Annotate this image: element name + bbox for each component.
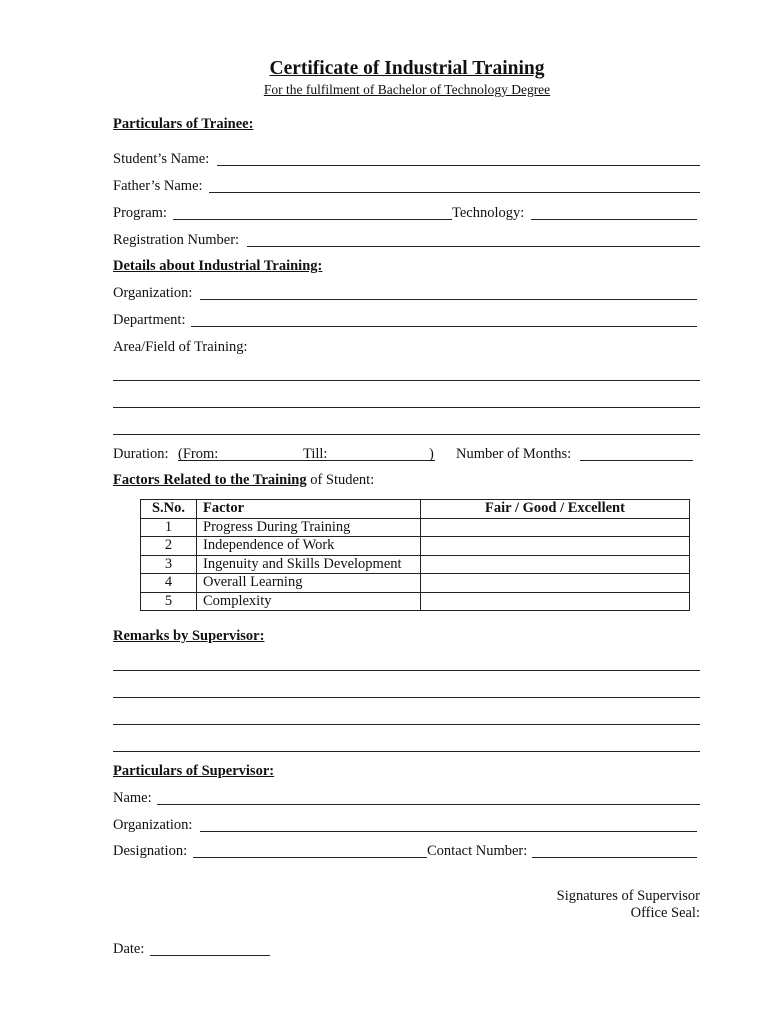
row-sno: 2	[141, 537, 197, 556]
table-row	[141, 537, 690, 556]
factors-heading-rest: of Student:	[306, 472, 375, 488]
area-field-line-1[interactable]	[113, 380, 700, 381]
row-rating-cell[interactable]	[421, 592, 690, 611]
father-name-label: Father’s Name:	[113, 178, 203, 194]
factors-table	[140, 499, 690, 611]
row-sno: 3	[141, 555, 197, 574]
area-label: Area/Field of Training:	[113, 339, 248, 355]
student-name-field[interactable]	[217, 165, 700, 166]
remarks-heading: Remarks by Supervisor:	[113, 628, 265, 644]
duration-close-paren: )	[429, 446, 434, 462]
row-factor: Ingenuity and Skills Development	[197, 555, 421, 574]
months-label: Number of Months:	[456, 446, 572, 462]
contact-label: Contact Number:	[427, 843, 528, 859]
program-label: Program:	[113, 205, 167, 221]
department-field[interactable]	[191, 326, 697, 327]
table-row	[141, 592, 690, 611]
technology-label: Technology:	[452, 205, 525, 221]
signatures-label: Signatures of Supervisor	[556, 888, 700, 904]
from-label: (From:	[178, 446, 219, 462]
page-title: Certificate of Industrial Training	[269, 58, 545, 79]
student-name-label: Student’s Name:	[113, 151, 210, 167]
supervisor-heading: Particulars of Supervisor:	[113, 763, 275, 779]
row-factor: Progress During Training	[197, 518, 421, 537]
table-row	[141, 518, 690, 537]
date-label: Date:	[113, 941, 145, 957]
till-label: Till:	[303, 446, 328, 462]
office-seal-label: Office Seal:	[630, 905, 700, 921]
duration-label: Duration:	[113, 446, 169, 462]
row-sno: 5	[141, 592, 197, 611]
factors-heading-bold: Factors Related to the Training	[113, 472, 307, 488]
organization-field[interactable]	[200, 299, 697, 300]
supervisor-name-label: Name:	[113, 790, 152, 806]
remarks-line-2[interactable]	[113, 697, 700, 698]
row-rating-cell[interactable]	[421, 574, 690, 593]
organization-label: Organization:	[113, 285, 193, 301]
trainee-heading: Particulars of Trainee:	[113, 116, 254, 132]
supervisor-organization-field[interactable]	[200, 831, 697, 832]
designation-label: Designation:	[113, 843, 188, 859]
row-sno: 4	[141, 574, 197, 593]
supervisor-organization-label: Organization:	[113, 817, 193, 833]
father-name-field[interactable]	[209, 192, 700, 193]
department-label: Department:	[113, 312, 186, 328]
row-factor: Complexity	[197, 592, 421, 611]
months-field[interactable]	[580, 460, 693, 461]
factors-table-header	[141, 500, 690, 519]
area-field-line-3[interactable]	[113, 434, 700, 435]
registration-label: Registration Number:	[113, 232, 240, 248]
row-factor: Independence of Work	[197, 537, 421, 556]
col-factor: Factor	[197, 500, 421, 519]
area-field-line-2[interactable]	[113, 407, 700, 408]
row-rating-cell[interactable]	[421, 518, 690, 537]
date-field[interactable]	[150, 955, 270, 956]
designation-field[interactable]	[193, 857, 427, 858]
technology-field[interactable]	[531, 219, 697, 220]
row-rating-cell[interactable]	[421, 555, 690, 574]
row-sno: 1	[141, 518, 197, 537]
page-subtitle: For the fulfilment of Bachelor of Technology Degree	[263, 82, 551, 97]
contact-field[interactable]	[532, 857, 697, 858]
remarks-line-3[interactable]	[113, 724, 700, 725]
program-field[interactable]	[173, 219, 452, 220]
row-rating-cell[interactable]	[421, 537, 690, 556]
col-rating: Fair / Good / Excellent	[421, 500, 690, 519]
supervisor-name-field[interactable]	[157, 804, 700, 805]
remarks-line-1[interactable]	[113, 670, 700, 671]
row-factor: Overall Learning	[197, 574, 421, 593]
training-heading: Details about Industrial Training:	[113, 258, 323, 274]
registration-field[interactable]	[247, 246, 700, 247]
col-sno: S.No.	[141, 500, 197, 519]
remarks-line-4[interactable]	[113, 751, 700, 752]
factors-heading	[113, 472, 374, 489]
table-row	[141, 574, 690, 593]
table-row	[141, 555, 690, 574]
